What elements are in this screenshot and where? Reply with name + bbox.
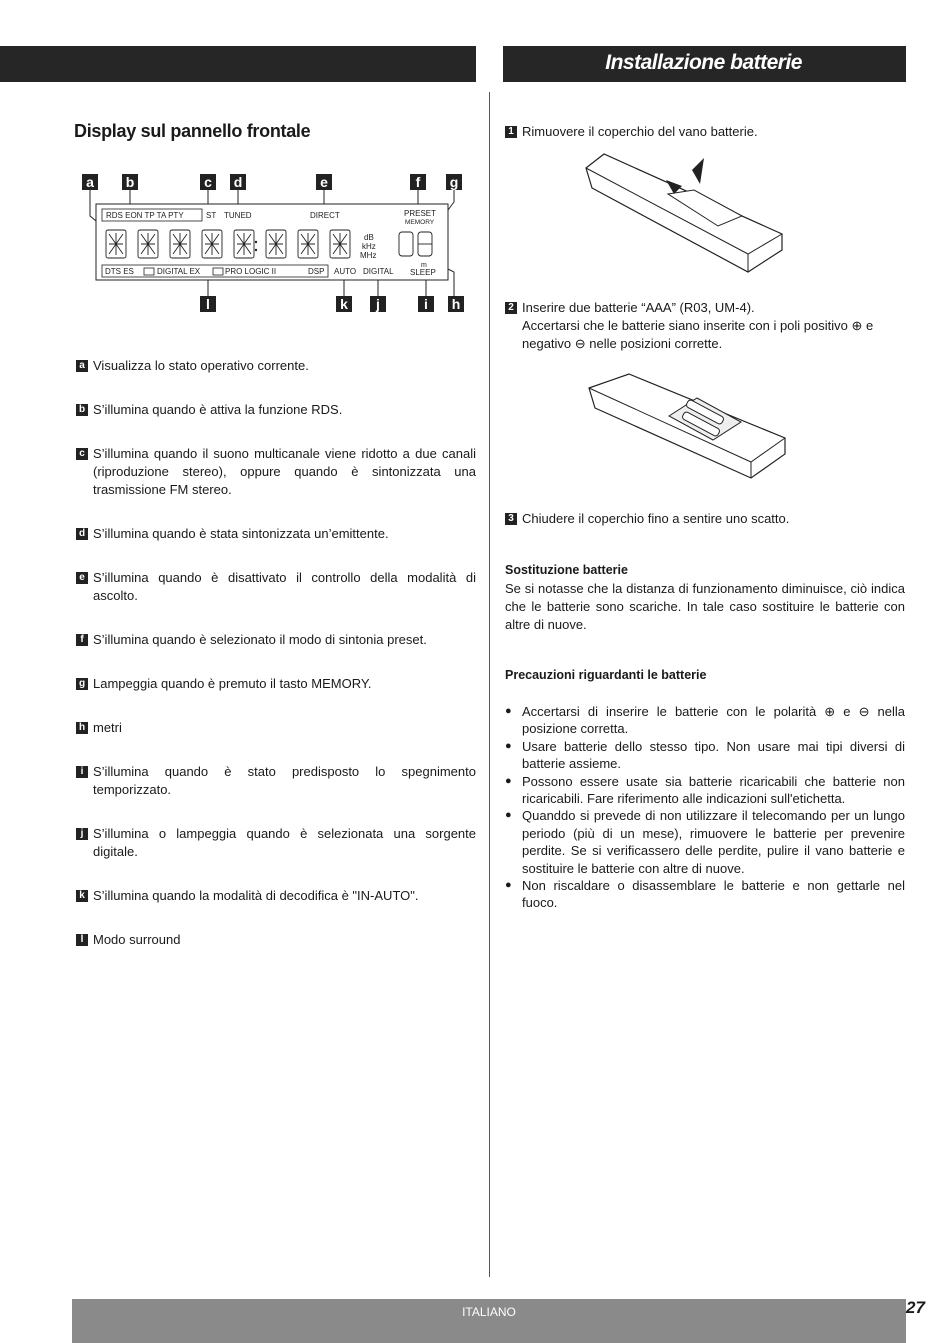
- callout-d: d: [233, 174, 243, 190]
- callout-k: k: [340, 296, 348, 312]
- remote-battery-insertion-illustration: [585, 370, 795, 485]
- digital-ex-indicator: DIGITAL EX: [157, 267, 201, 276]
- legend-item-a: a Visualizza lo stato operativo corrente.: [76, 357, 476, 375]
- precaution-item: ● Accertarsi di inserire le batterie con le polarità ⊕ e ⊖ nella posizione corretta.: [505, 703, 905, 738]
- callout-e: e: [320, 174, 328, 190]
- remote-cover-removal-illustration: [582, 150, 792, 276]
- callout-f: f: [415, 174, 421, 190]
- legend-item-l: l Modo surround: [76, 931, 476, 949]
- callout-i: i: [424, 296, 428, 312]
- legend-item-i: i S’illumina quando è stato predisposto lo spegnimento temporizzato.: [76, 763, 476, 799]
- legend-item-h: h metri: [76, 719, 476, 737]
- precaution-item: ● Non riscaldare o disassemblare le batterie e non gettarle nel fuoco.: [505, 877, 905, 912]
- battery-replacement-text: Se si notasse che la distanza di funzionamento diminuisce, ciò indica che le batterie sono scariche. In tale caso sostituire le batterie con altre di nuove.: [505, 581, 905, 632]
- page-number: 27: [906, 1298, 925, 1317]
- callout-j: j: [376, 296, 380, 312]
- footer-language: ITALIANO: [462, 1305, 516, 1319]
- legend-item-g: g Lampeggia quando è premuto il tasto MEMORY.: [76, 675, 476, 693]
- callout-l: l: [206, 296, 210, 312]
- callout-b: b: [125, 174, 135, 190]
- callout-c: c: [204, 174, 212, 190]
- legend-item-e: e S’illumina quando è disattivato il controllo della modalità di ascolto.: [76, 569, 476, 605]
- digital-indicator: DIGITAL: [363, 267, 394, 276]
- meter-indicator: m: [421, 262, 427, 269]
- pro-logic-indicator: PRO LOGIC II: [225, 267, 277, 276]
- st-indicator: ST: [206, 211, 217, 220]
- footer-bar: [72, 1299, 906, 1343]
- unit-khz: kHz: [362, 242, 376, 251]
- direct-indicator: DIRECT: [310, 211, 340, 220]
- rds-indicators: RDS EON TP TA PTY: [106, 211, 184, 220]
- precaution-item: ● Possono essere usate sia batterie ricaricabili che batterie non ricaricabili. Fare riferimento alle indicazioni sull'etichetta.: [505, 773, 905, 808]
- battery-replacement-title: Sostituzione batterie: [505, 563, 628, 577]
- sleep-indicator: SLEEP: [410, 268, 436, 277]
- legend-item-d: d S’illumina quando è stata sintonizzata un’emittente.: [76, 525, 476, 543]
- legend-item-j: j S’illumina o lampeggia quando è selezionata una sorgente digitale.: [76, 825, 476, 861]
- right-header-bar: [503, 46, 906, 82]
- step-1: 1 Rimuovere il coperchio del vano batterie.: [505, 123, 905, 141]
- precaution-item: ● Usare batterie dello stesso tipo. Non usare mai tipi diversi di batterie assieme.: [505, 738, 905, 773]
- tuned-indicator: TUNED: [224, 211, 252, 220]
- legend-item-k: k S’illumina quando la modalità di decodifica è "IN-AUTO".: [76, 887, 476, 905]
- battery-precautions-list: [505, 703, 905, 912]
- front-panel-display-title: Display sul pannello frontale: [74, 121, 311, 141]
- battery-precautions-title: Precauzioni riguardanti le batterie: [505, 668, 707, 682]
- section-title-batteries: Installazione batterie: [605, 51, 802, 74]
- legend-item-b: b S’illumina quando è attiva la funzione RDS.: [76, 401, 476, 419]
- precaution-item: ● Quanddo si prevede di non utilizzare il telecomando per un lungo periodo (più di un mese), rimuovere le batterie per prevenire perdite. Se si verificassero delle perdite, pulire il vano batterie e sostituire le batterie con altre di nuove.: [505, 807, 905, 877]
- callout-a: a: [86, 174, 94, 190]
- left-header-bar: [0, 46, 476, 82]
- unit-mhz: MHz: [360, 251, 377, 260]
- step-2: 2 Inserire due batterie “AAA” (R03, UM-4). Accertarsi che le batterie siano inserite con i poli positivo ⊕ e negativo ⊖ nelle posizioni corrette.: [505, 299, 905, 353]
- memory-indicator: MEMORY: [405, 219, 435, 226]
- dts-es-indicator: DTS ES: [105, 267, 134, 276]
- legend-item-f: f S’illumina quando è selezionato il modo di sintonia preset.: [76, 631, 476, 649]
- front-panel-display-diagram: [82, 172, 470, 314]
- dsp-indicator: DSP: [308, 267, 325, 276]
- legend-item-c: c S’illumina quando il suono multicanale viene ridotto a due canali (riproduzione stereo), oppure quando è sintonizzata una trasmissione FM stereo.: [76, 445, 476, 499]
- unit-db: dB: [364, 233, 374, 242]
- callout-h: h: [451, 296, 461, 312]
- auto-indicator: AUTO: [334, 267, 357, 276]
- column-divider: [489, 92, 490, 1277]
- step-3: 3 Chiudere il coperchio fino a sentire uno scatto.: [505, 510, 905, 528]
- callout-g: g: [449, 174, 459, 190]
- preset-indicator: PRESET: [404, 209, 437, 218]
